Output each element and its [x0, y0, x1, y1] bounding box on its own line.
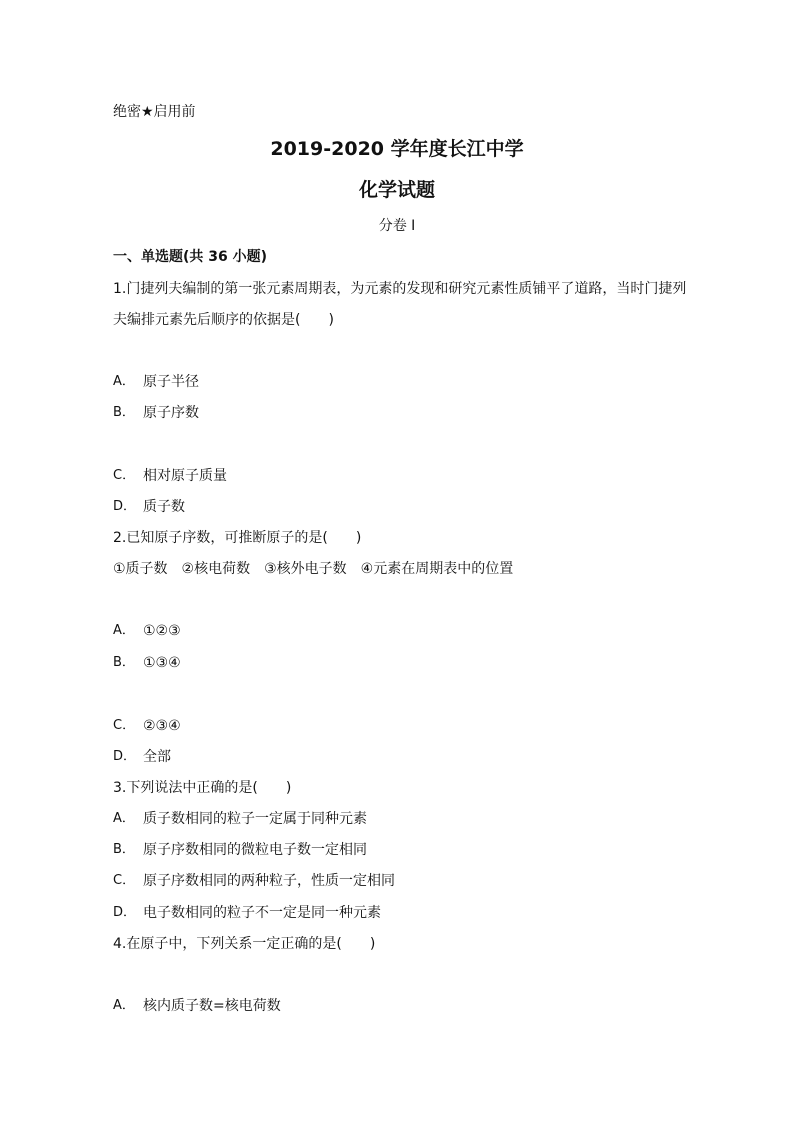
option-letter: B． — [113, 842, 135, 857]
option-text: ①③④ — [143, 655, 181, 671]
confidential-label: 绝密★启用前 — [113, 104, 196, 120]
option-text: 全部 — [143, 749, 171, 765]
option-letter: D． — [113, 905, 137, 920]
option-text: 核内质子数=核电荷数 — [143, 998, 281, 1014]
question-stem: ①质子数 ②核电荷数 ③核外电子数 ④元素在周期表中的位置 — [113, 561, 514, 577]
question-stem: 1.门捷列夫编制的第一张元素周期表，为元素的发现和研究元素性质铺平了道路，当时门捷列 — [113, 281, 687, 297]
exam-title: 2019-2020 学年度长江中学 — [270, 138, 524, 160]
option-text: 原子序数相同的两种粒子，性质一定相同 — [143, 873, 395, 889]
volume-label: 分卷 I — [378, 218, 416, 234]
question-stem: 4.在原子中，下列关系一定正确的是( ) — [113, 936, 376, 952]
option-letter: C． — [113, 718, 136, 733]
option-letter: D． — [113, 749, 137, 764]
option-text: 相对原子质量 — [143, 468, 227, 484]
option-letter: B． — [113, 405, 135, 420]
exam-subject: 化学试题 — [358, 179, 435, 201]
option-letter: A． — [113, 811, 135, 826]
question-stem: 3.下列说法中正确的是( ) — [113, 780, 292, 796]
option-text: 质子数 — [143, 499, 185, 515]
option-text: ①②③ — [143, 623, 181, 639]
option-letter: C． — [113, 873, 136, 888]
question-stem: 2.已知原子序数，可推断原子的是( ) — [113, 530, 362, 546]
option-text: 原子序数相同的微粒电子数一定相同 — [143, 842, 367, 858]
option-letter: C． — [113, 468, 136, 483]
question-stem: 夫编排元素先后顺序的依据是( ) — [113, 312, 334, 328]
option-letter: A． — [113, 374, 135, 389]
section-heading: 一、单选题(共 36 小题) — [113, 249, 268, 265]
option-letter: B． — [113, 655, 135, 670]
option-text: ②③④ — [143, 718, 181, 734]
option-letter: D． — [113, 499, 137, 514]
option-text: 电子数相同的粒子不一定是同一种元素 — [143, 905, 381, 921]
option-text: 质子数相同的粒子一定属于同种元素 — [143, 811, 367, 827]
option-text: 原子序数 — [143, 405, 199, 421]
option-text: 原子半径 — [143, 374, 199, 390]
option-letter: A． — [113, 623, 135, 638]
option-letter: A． — [113, 998, 135, 1013]
